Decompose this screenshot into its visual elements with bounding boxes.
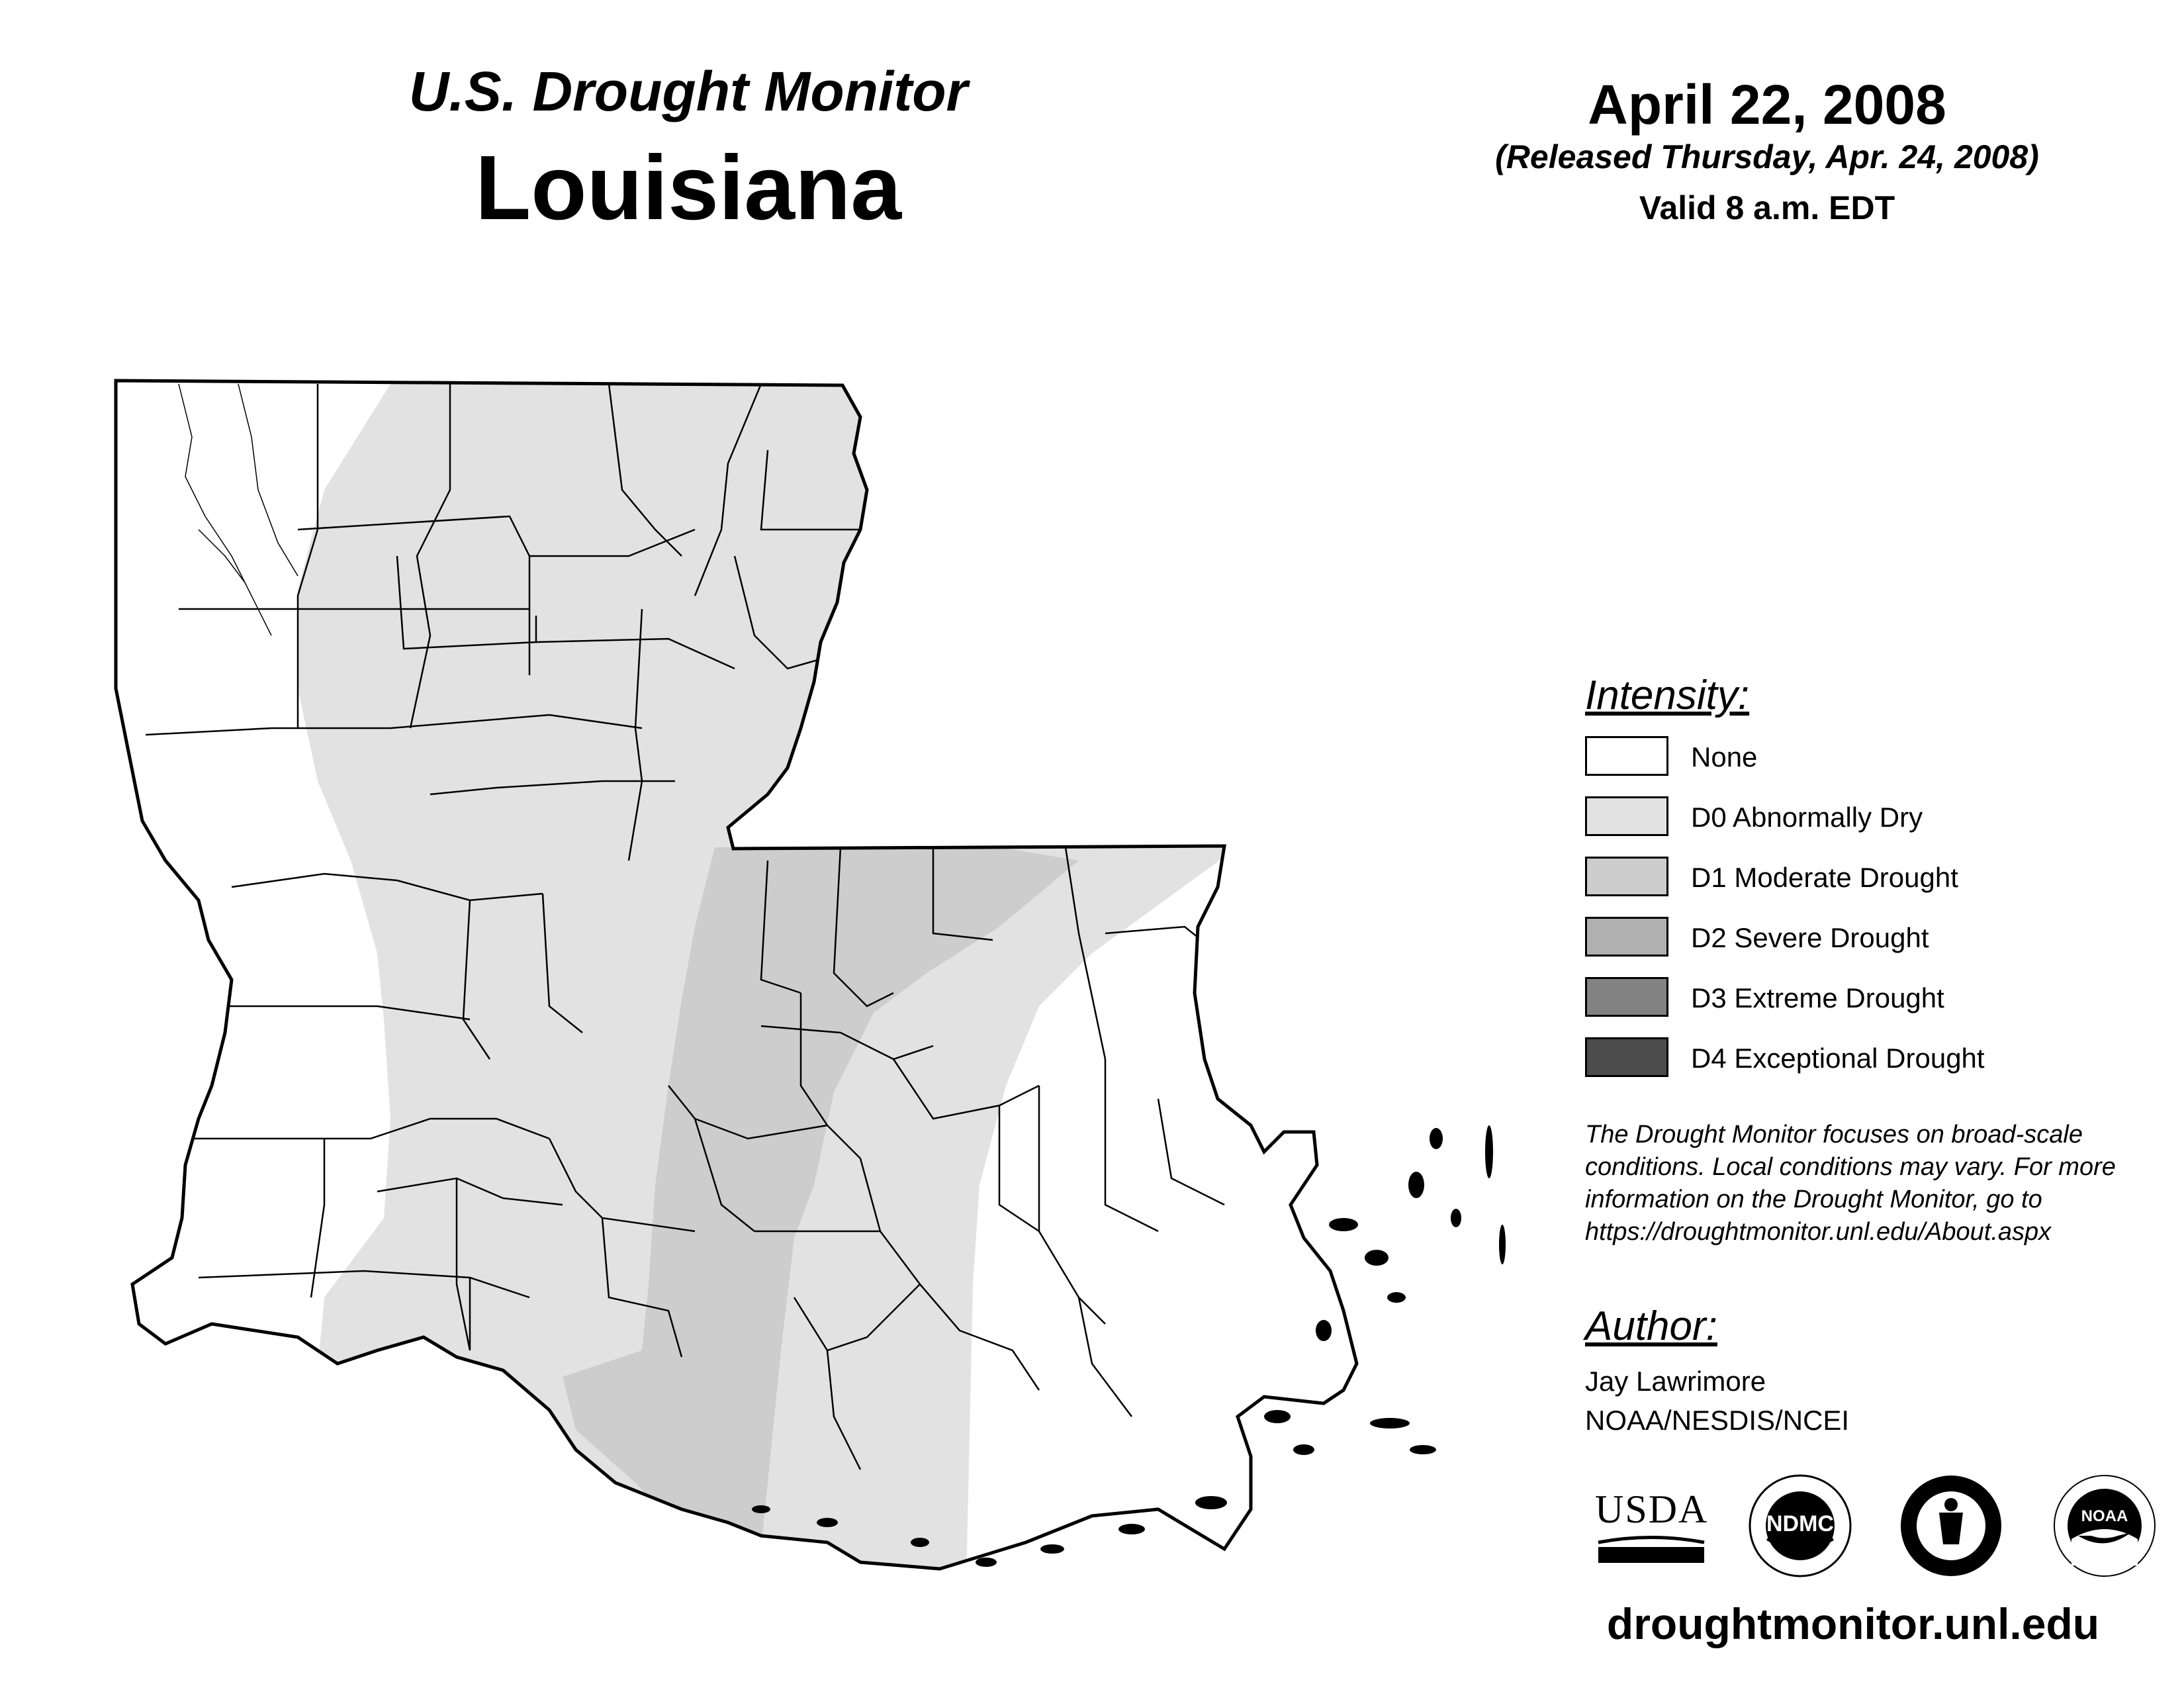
legend-label: None (1691, 741, 1758, 773)
legend-swatch (1585, 857, 1668, 896)
legend-swatch (1585, 796, 1668, 836)
louisiana-drought-map (99, 357, 1569, 1615)
legend-swatch (1585, 917, 1668, 957)
author-heading: Author: (1585, 1303, 1717, 1349)
legend-title: Intensity: (1585, 673, 1750, 718)
legend-swatch (1585, 1037, 1668, 1077)
valid-time: Valid 8 a.m. EDT (1639, 189, 1895, 226)
legend-label: D3 Extreme Drought (1691, 982, 1944, 1013)
legend-label: D2 Severe Drought (1691, 922, 1929, 953)
legend-swatch (1585, 977, 1668, 1017)
ndmc-logo-text: NDMC (1766, 1511, 1834, 1536)
legend-label: D0 Abnormally Dry (1691, 802, 1923, 833)
map-date: April 22, 2008 (1588, 73, 1946, 136)
legend-label: D1 Moderate Drought (1691, 862, 1958, 893)
ndmc-logo (1747, 1473, 1853, 1579)
map-title-state: Louisiana (475, 137, 902, 239)
drought-monitor-url[interactable]: droughtmonitor.unl.edu (1606, 1599, 2100, 1648)
author-name: Jay Lawrimore (1585, 1366, 1766, 1397)
release-date: (Released Thursday, Apr. 24, 2008) (1495, 138, 2039, 175)
map-title-program: U.S. Drought Monitor (408, 60, 968, 122)
legend-swatch (1585, 736, 1668, 776)
usda-logo (1595, 1486, 1707, 1566)
department-of-commerce-seal (1898, 1473, 2004, 1579)
noaa-logo-text: NOAA (2081, 1507, 2128, 1525)
author-organization: NOAA/NESDIS/NCEI (1585, 1405, 1850, 1436)
noaa-logo (2052, 1473, 2158, 1579)
legend-label: D4 Exceptional Drought (1691, 1043, 1985, 1074)
drought-monitor-note: The Drought Monitor focuses on broad-scale conditions. Local conditions may vary. For more information on the Drought Monitor, go to https://droughtmonitor.unl.edu/About.aspx (1585, 1121, 2116, 1246)
usda-logo-text: USDA (1595, 1487, 1709, 1531)
